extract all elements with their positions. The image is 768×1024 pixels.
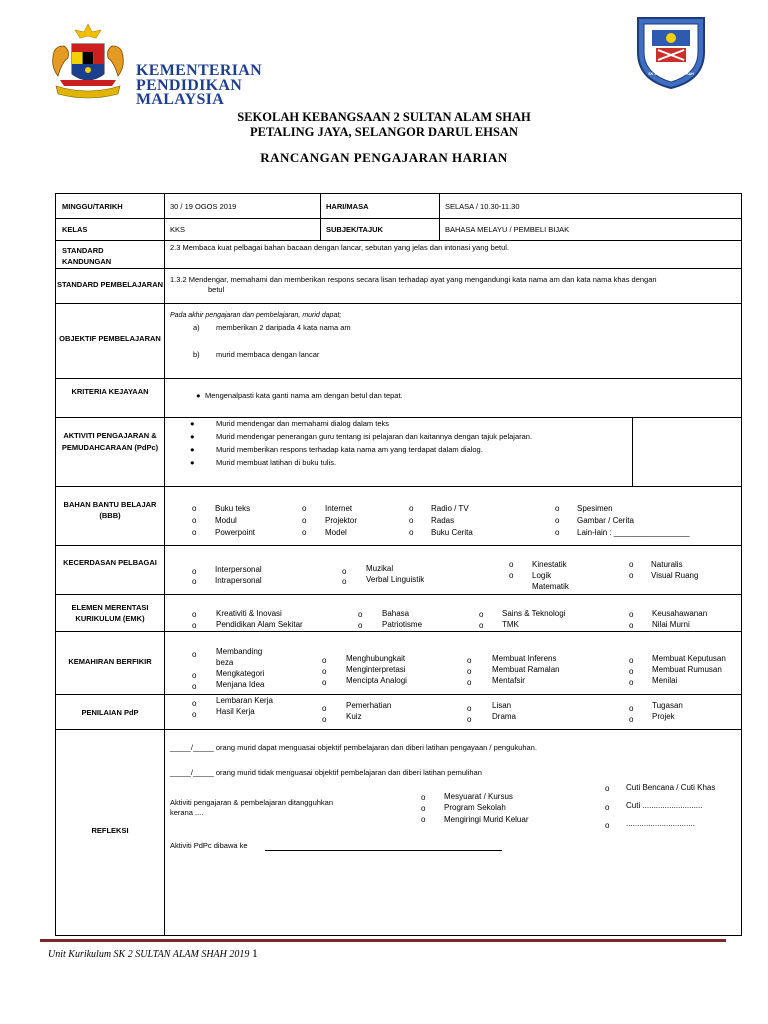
kb-item: Menilai [652,676,678,685]
subjek-label: SUBJEK/TAJUK [326,225,383,234]
standard-kandungan-label: STANDARD KANDUNGAN [62,246,112,266]
penilaian-item: Hasil Kerja [216,707,255,716]
school-name: SEKOLAH KEBANGSAAN 2 SULTAN ALAM SHAH [237,110,531,124]
kb-item: beza [216,658,234,667]
kb-label: KEMAHIRAN BERFIKIR [68,657,152,666]
emk-item: TMK [502,620,519,629]
kb-item: Membuat Rumusan [652,665,722,674]
emk-item: Nilai Murni [652,620,690,629]
bbb-item: Gambar / Cerita [577,516,634,525]
hari-value: SELASA / 10.30-11.30 [445,202,520,211]
refleksi-line-1: _____/_____ orang murid dapat menguasai objektif pembelajaran dan diberi latihan pengayaan / pengukuhan. [170,743,537,752]
dibawa-label: Aktiviti PdPc dibawa ke [170,841,248,850]
bbb-item: Buku Cerita [431,528,473,537]
bbb-item: Radio / TV [431,504,469,513]
bbb-item: Powerpoint [215,528,256,537]
bbb-item: Projektor [325,516,358,525]
standard-pembelajaran-line2: betul [208,285,225,294]
minggu-value: 30 / 19 OGOS 2019 [170,202,237,211]
objektif-a-marker: a) [193,323,200,332]
ministry-logo-text [136,64,262,108]
kb-item: Membuat Keputusan [652,654,726,663]
footer-text [48,946,258,961]
emk-item: Sains & Teknologi [502,609,566,618]
objektif-b: murid membaca dengan lancar [216,350,320,359]
ditangguh-option: Mesyuarat / Kursus [444,792,513,801]
kriteria-bullet: ● [196,391,201,400]
footer-unit: Unit Kurikulum SK 2 SULTAN ALAM SHAH 2019 [48,949,252,960]
objektif-b-marker: b) [193,350,200,359]
aktiviti-item: Murid membuat latihan di buku tulis. [216,458,337,467]
aktiviti-bullet: ● [190,419,195,428]
kecerdasan-item: Kinestatik [532,560,567,569]
emk-item: Keusahawanan [652,609,708,618]
ditangguh-right-option: Cuti Bencana / Cuti Khas [626,783,716,792]
bbb-label: BAHAN BANTU BELAJAR (BBB) [63,500,157,520]
page-number: 1 [251,946,258,960]
kb-item: Menghubungkait [346,654,406,663]
ministry-line-3: MALAYSIA [136,91,225,108]
aktiviti-bullet: ● [190,445,195,454]
ditangguh-line-1: Aktiviti pengajaran & pembelajaran ditangguhkan [170,798,334,807]
standard-pembelajaran-label: STANDARD PEMBELAJARAN [56,280,164,289]
document-title: RANCANGAN PENGAJARAN HARIAN [260,150,508,165]
penilaian-item: Lisan [492,701,512,710]
kb-item: Membuat Inferens [492,654,557,663]
school-location: PETALING JAYA, SELANGOR DARUL EHSAN [250,125,518,139]
kecerdasan-item: Muzikal [366,564,394,573]
footer-rule [40,939,726,942]
aktiviti-item: Murid mendengar penerangan guru tentang isi pelajaran dan kaitannya dengan tajuk pelajaran. [216,432,533,441]
penilaian-item: Kuiz [346,712,362,721]
ministry-line-1: KEMENTERIAN [136,62,262,79]
kriteria-label: KRITERIA KEJAYAAN [71,387,149,396]
kelas-label: KELAS [62,225,88,234]
bbb-item: Modul [215,516,237,525]
objektif-a: memberikan 2 daripada 4 kata nama am [216,323,351,332]
ditangguh-right-option: Cuti ........................... [626,801,703,810]
kb-item: Membanding [216,647,263,656]
kb-item: Mencipta Analogi [346,676,407,685]
bbb-item: Lain-lain : _________________ [577,528,690,537]
penilaian-item: Projek [652,712,675,721]
lesson-plan-table: MINGGU/TARIKH 30 / 19 OGOS 2019 HARI/MASA SELASA / 10.30-11.30 KELAS KKS SUBJEK/TAJUK BAHASA MELAYU / PEMBELI BIJAK STANDARD KANDUNGAN 2.3 Membaca kuat pelbagai bahan bacaan dengan lancar, sebutan yang jelas dan intonasi yang betul. STANDARD PEMBELAJARAN 1.3.2 Mendengar, memahami dan memberikan respons secara lisan terhadap ayat yang mengandungi kata nama am dan kata nama khas dengan betul OBJEKTIF PEMBELAJARAN Pada akhir pengajaran dan pembelajaran, murid dapat; a) memberikan 2 daripada 4 kata nama am b) murid membaca dengan lancar KRITERIA KEJAYAAN ● Mengenalpasti kata ganti nama am dengan betul dan tepat. AKTIVITI PENGAJARAN & PEMUDAHCARAAN (PdPc) ● Murid mendengar dan memahami dialog dalam teks ● Murid mendengar penerangan guru tentang isi pelajaran dan kaitannya dengan tajuk pelajaran. ● Murid memberikan respons terhadap kata nama am yang terdapat dalam dialog. ● Murid membuat latihan di buku tulis. BAHAN BANTU BELAJAR (BBB) o Buku teks o Modul o Powerpoint o Internet o Projektor o Model o Radio / TV o Radas o Buku Cerita o Spesimen o Gambar / Cerita o Lain-lain : _________________ KECERDASAN PELBAGAI o Interpersonal o Intrapersonal o Muzikal o Verbal Linguistik o Kinestatik o Logik Matematik o Naturalis o Visual Ruang ELEMEN MERENTASI KURIKULUM (EMK) o Kreativiti & Inovasi o Pendidikan Alam Sekitar o Bahasa o Patriotisme o Sains & Teknologi o TMK o Keusahawanan o Nilai Murni KEMAHIRAN BERFIKIR o Membanding beza o Mengkategori o Menjana Idea o Menghubungkait o Menginterpretasi o Mencipta Analogi o Membuat Inferens o Membuat Ramalan o Mentafsir o Membuat Keputusan o Membuat Rumusan o Menilai PENILAIAN PdP o Lembaran Kerja o Hasil Kerja o Pemerhatian o Kuiz o Lisan o Drama o Tugasan o Projek REFLEKSI _____/_____ orang murid dapat menguasai objektif pembelajaran dan diberi latihan pengayaan / pengukuhan. _____/_____ orang murid tidak menguasai objektif pembelajaran dan diberi latihan pemulihan Aktiviti pengajaran & pembelajaran ditangguhkan kerana .... o Mesyuarat / Kursus o Program Sekolah o Mengiringi Murid Keluar o Cuti Bencana / Cuti Khas o Cuti ........................... o ............................... Aktiviti PdPc dibawa ke [55,193,742,936]
bbb-item: Spesimen [577,504,613,513]
aktiviti-label: AKTIVITI PENGAJARAN & PEMUDAHCARAAN (PdPc) [61,431,159,452]
bbb-item: Internet [325,504,353,513]
bbb-item: Buku teks [215,504,251,513]
emk-item: Bahasa [382,609,410,618]
aktiviti-item: Murid memberikan respons terhadap kata nama am yang terdapat dalam dialog. [216,445,483,454]
kriteria-item: Mengenalpasti kata ganti nama am dengan betul dan tepat. [205,391,403,400]
subjek-value: BAHASA MELAYU / PEMBELI BIJAK [445,225,570,234]
ditangguh-line-2: kerana .... [170,808,204,817]
school-crest [630,10,712,90]
malaysia-coat-of-arms [46,22,130,104]
minggu-label: MINGGU/TARIKH [62,202,123,211]
ministry-line-2: PENDIDIKAN [136,76,243,94]
bbb-item: Model [325,528,347,537]
ditangguh-option: Mengiringi Murid Keluar [444,815,529,824]
emk-item: Patriotisme [382,620,423,629]
aktiviti-item: Murid mendengar dan memahami dialog dalam teks [216,419,390,428]
objektif-intro: Pada akhir pengajaran dan pembelajaran, murid dapat; [170,312,342,319]
emk-label: ELEMEN MERENTASI KURIKULUM (EMK) [71,603,149,623]
objektif-label: OBJEKTIF PEMBELAJARAN [59,334,161,343]
dibawa-input-line[interactable] [265,850,502,851]
kecerdasan-item: Visual Ruang [651,571,699,580]
kelas-value: KKS [170,225,186,234]
emk-item: Pendidikan Alam Sekitar [216,620,303,629]
refleksi-line-2: _____/_____ orang murid tidak menguasai objektif pembelajaran dan diberi latihan pemulihan [170,768,482,777]
penilaian-label: PENILAIAN PdP [81,708,139,717]
ditangguh-right-option: ............................... [626,819,695,828]
kb-item: Mengkategori [216,669,265,678]
hari-label: HARI/MASA [326,202,369,211]
penilaian-item: Tugasan [652,701,683,710]
kb-item: Menginterpretasi [346,665,406,674]
kecerdasan-item: Verbal Linguistik [366,575,425,584]
penilaian-item: Lembaran Kerja [216,696,273,705]
emk-item: Kreativiti & Inovasi [216,609,282,618]
kb-item: Menjana Idea [216,680,265,689]
kb-item: Membuat Ramalan [492,665,560,674]
aktiviti-bullet: ● [190,432,195,441]
kecerdasan-item: Logik [532,571,552,580]
kecerdasan-item: Interpersonal [215,565,262,574]
kecerdasan-item: Matematik [532,582,569,591]
bbb-item: Radas [431,516,455,525]
penilaian-item: Pemerhatian [346,701,392,710]
standard-kandungan-value: 2.3 Membaca kuat pelbagai bahan bacaan dengan lancar, sebutan yang jelas dan intonasi yang betul. [170,243,510,252]
refleksi-label: REFLEKSI [91,826,129,835]
crest-text: SK 2 SULTAN ALAM SHAH [648,72,694,76]
kecerdasan-item: Naturalis [651,560,683,569]
ditangguh-option: Program Sekolah [444,803,506,812]
kb-item: Mentafsir [492,676,525,685]
penilaian-item: Drama [492,712,517,721]
kecerdasan-label: KECERDASAN PELBAGAI [63,558,157,567]
standard-pembelajaran-line1: 1.3.2 Mendengar, memahami dan memberikan respons secara lisan terhadap ayat yang mengandungi kata nama am dan kata nama khas dengan [170,275,657,284]
aktiviti-bullet: ● [190,458,195,467]
kecerdasan-item: Intrapersonal [215,576,262,585]
